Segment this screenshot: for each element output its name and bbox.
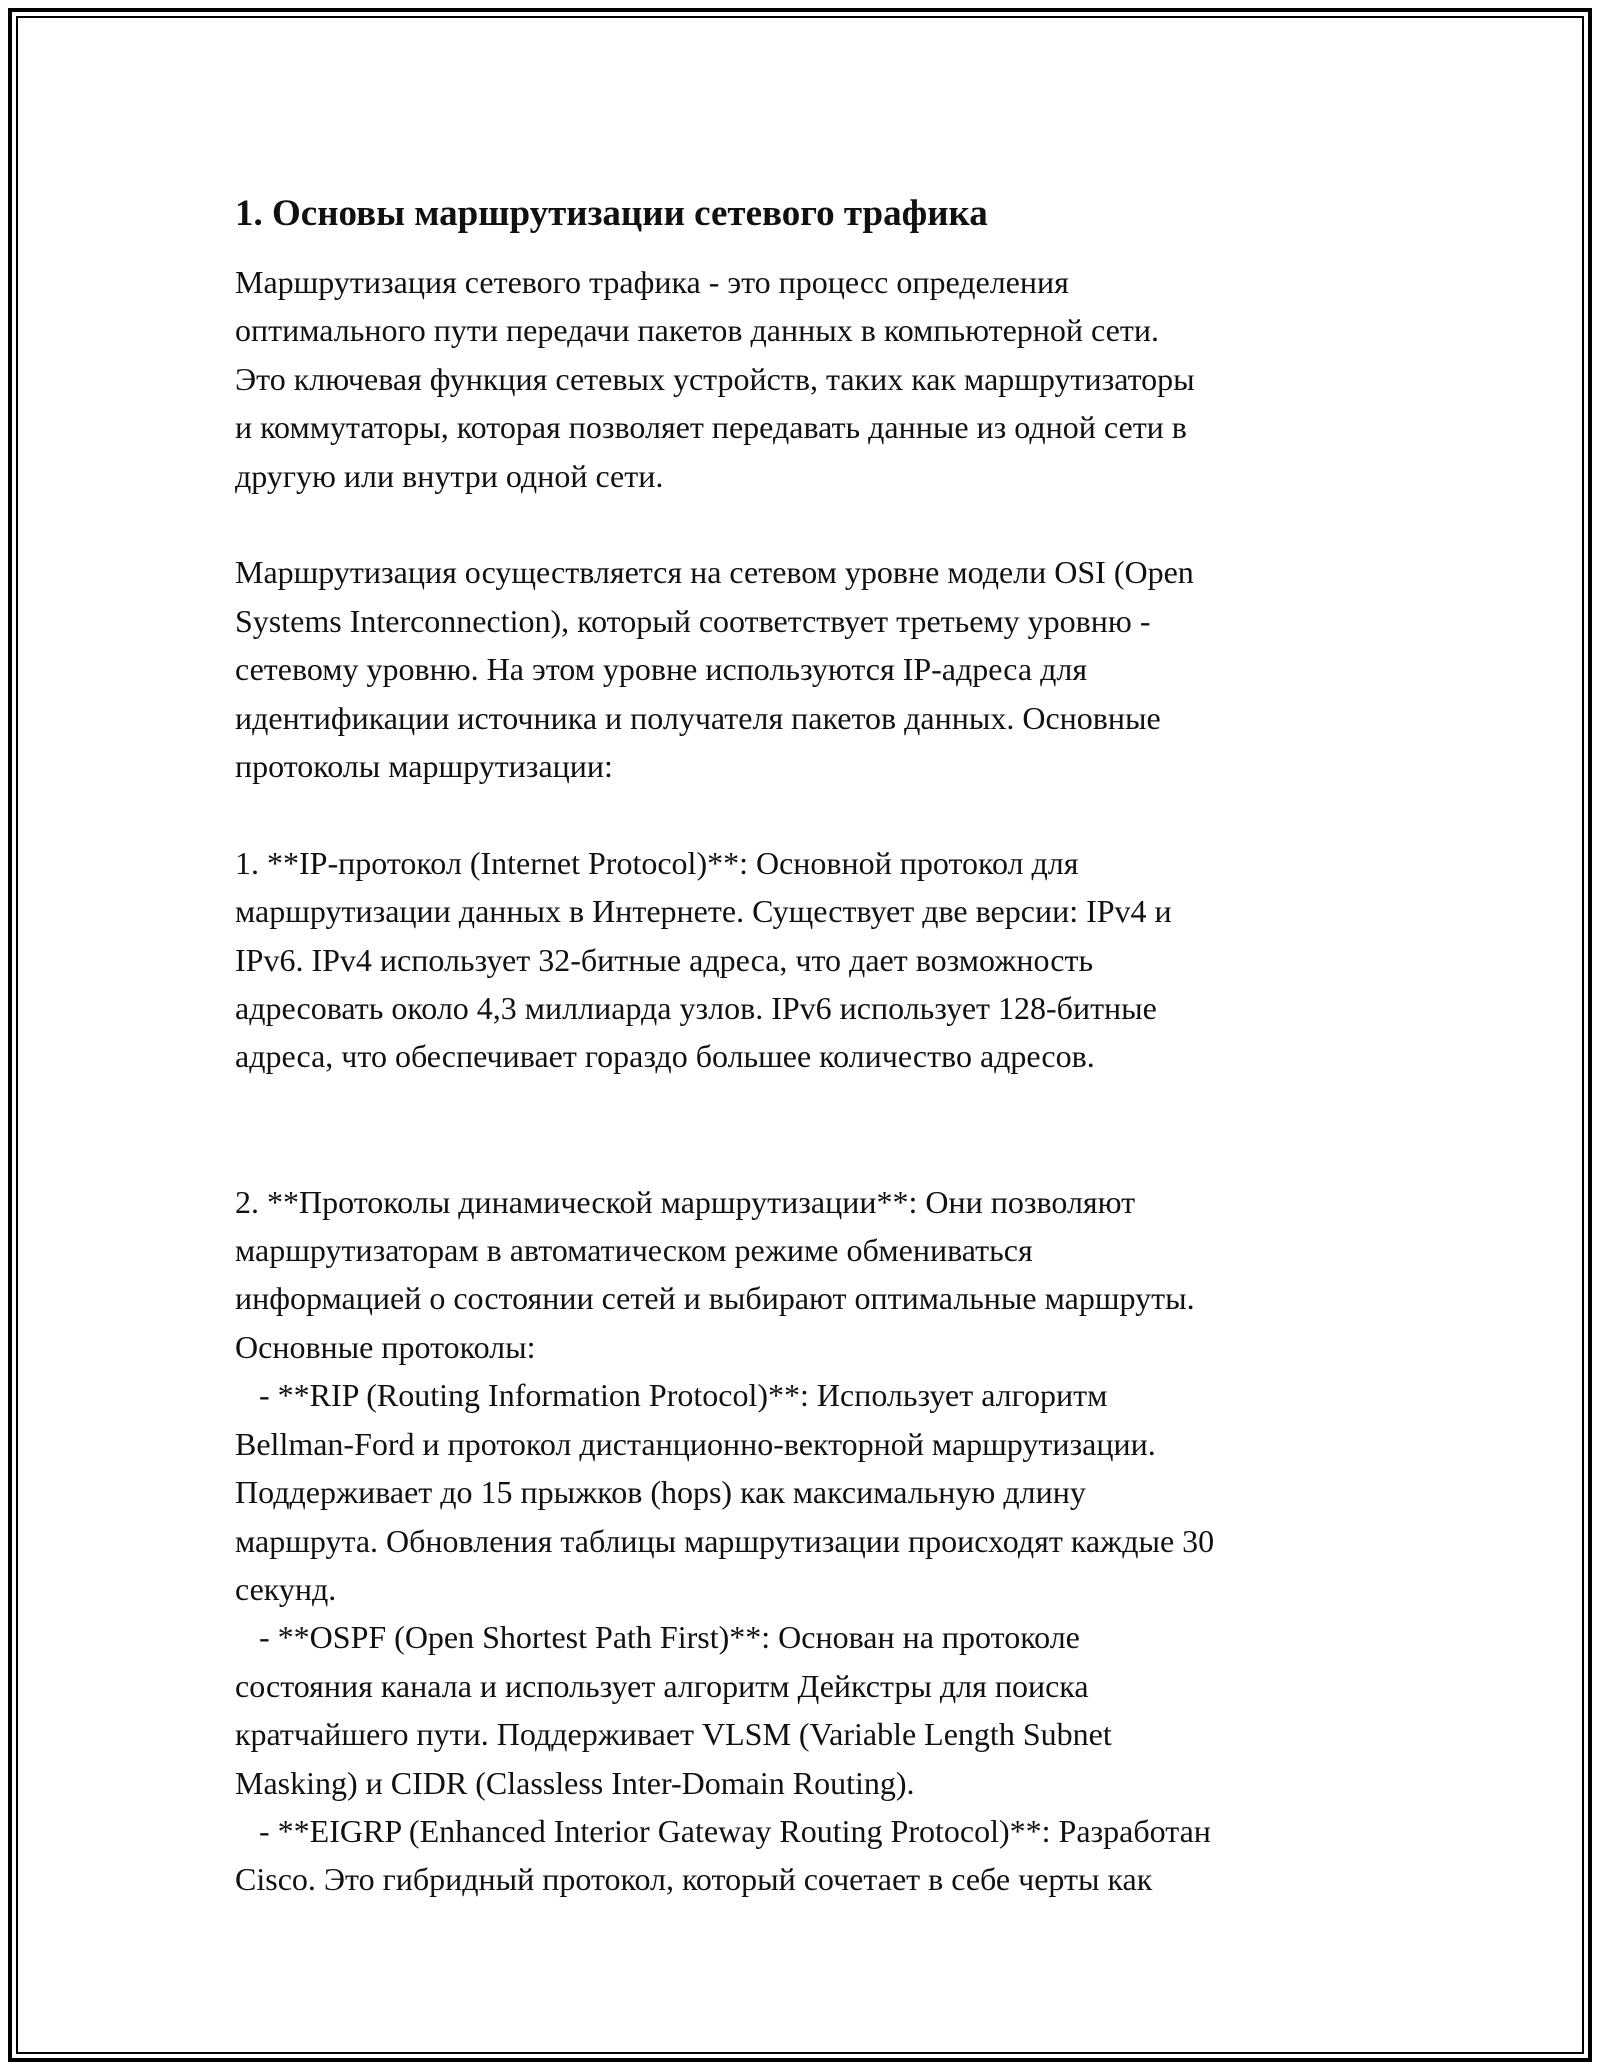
text-line: адреса, что обеспечивает гораздо большее количество адресов. [235, 1038, 1095, 1075]
text-line: идентификации источника и получателя пакетов данных. Основные [235, 699, 1161, 736]
text-line: адресовать около 4,3 миллиарда узлов. IPv6 использует 128-битные [235, 990, 1157, 1027]
text-line: Основные протоколы: [235, 1328, 536, 1365]
document-body [235, 188, 1385, 1904]
list-item-rip: - **RIP (Routing Information Protocol)**: Использует алгоритм [235, 1377, 1108, 1414]
list-item-eigrp: - **EIGRP (Enhanced Interior Gateway Routing Protocol)**: Разработан [235, 1812, 1211, 1849]
text-line: 1. **IP-протокол (Internet Protocol)**: Основной протокол для [235, 844, 1079, 881]
paragraph-dynamic-routing [235, 1129, 1385, 1904]
text-line: маршрутизации данных в Интернете. Существует две версии: IPv4 и [235, 893, 1172, 930]
text-line: Systems Interconnection), который соответствует третьему уровню - [235, 602, 1151, 639]
paragraph-gap [235, 500, 1385, 548]
list-item-ospf: - **OSPF (Open Shortest Path First)**: Основан на протоколе [235, 1619, 1080, 1656]
text-line: Маршрутизация осуществляется на сетевом уровне модели OSI (Open [235, 554, 1194, 591]
text-line: и коммутаторы, которая позволяет передавать данные из одной сети в [235, 409, 1187, 446]
text-line: Поддерживает до 15 прыжков (hops) как максимальную длину [235, 1474, 1086, 1511]
text-line: оптимального пути передачи пакетов данных в компьютерной сети. [235, 312, 1159, 349]
text-line: секунд. [235, 1570, 337, 1607]
text-line: IPv6. IPv4 использует 32-битные адреса, что дает возможность [235, 941, 1094, 978]
text-line: Masking) и CIDR (Classless Inter-Domain Routing). [235, 1764, 915, 1801]
text-line: другую или внутри одной сети. [235, 457, 664, 494]
text-line: маршрута. Обновления таблицы маршрутизации происходят каждые 30 [235, 1522, 1215, 1559]
text-line: маршрутизаторам в автоматическом режиме обмениваться [235, 1232, 1033, 1269]
section-title: 1. Основы маршрутизации сетевого трафика [235, 193, 988, 234]
paragraph-routing-definition [235, 258, 1385, 500]
text-line: сетевому уровню. На этом уровне используются IP-адреса для [235, 651, 1088, 688]
text-line: Bellman-Ford и протокол дистанционно-векторной маршрутизации. [235, 1425, 1156, 1462]
text-line: состояния канала и использует алгоритм Дейкстры для поиска [235, 1667, 1089, 1704]
text-line: Cisco. Это гибридный протокол, который сочетает в себе черты как [235, 1861, 1153, 1898]
paragraph-gap [235, 1081, 1385, 1129]
text-line: информацией о состоянии сетей и выбирают оптимальные маршруты. [235, 1280, 1195, 1317]
text-line: протоколы маршрутизации: [235, 748, 613, 785]
text-line: кратчайшего пути. Поддерживает VLSM (Variable Length Subnet [235, 1716, 1112, 1753]
paragraph-ip-protocol [235, 839, 1385, 1081]
text-line: Маршрутизация сетевого трафика - это процесс определения [235, 264, 1069, 300]
paragraph-gap [235, 790, 1385, 838]
text-line: Это ключевая функция сетевых устройств, таких как маршрутизаторы [235, 360, 1195, 397]
text-line: 2. **Протоколы динамической маршрутизации**: Они позволяют [235, 1183, 1136, 1220]
paragraph-osi-layer [235, 548, 1385, 790]
